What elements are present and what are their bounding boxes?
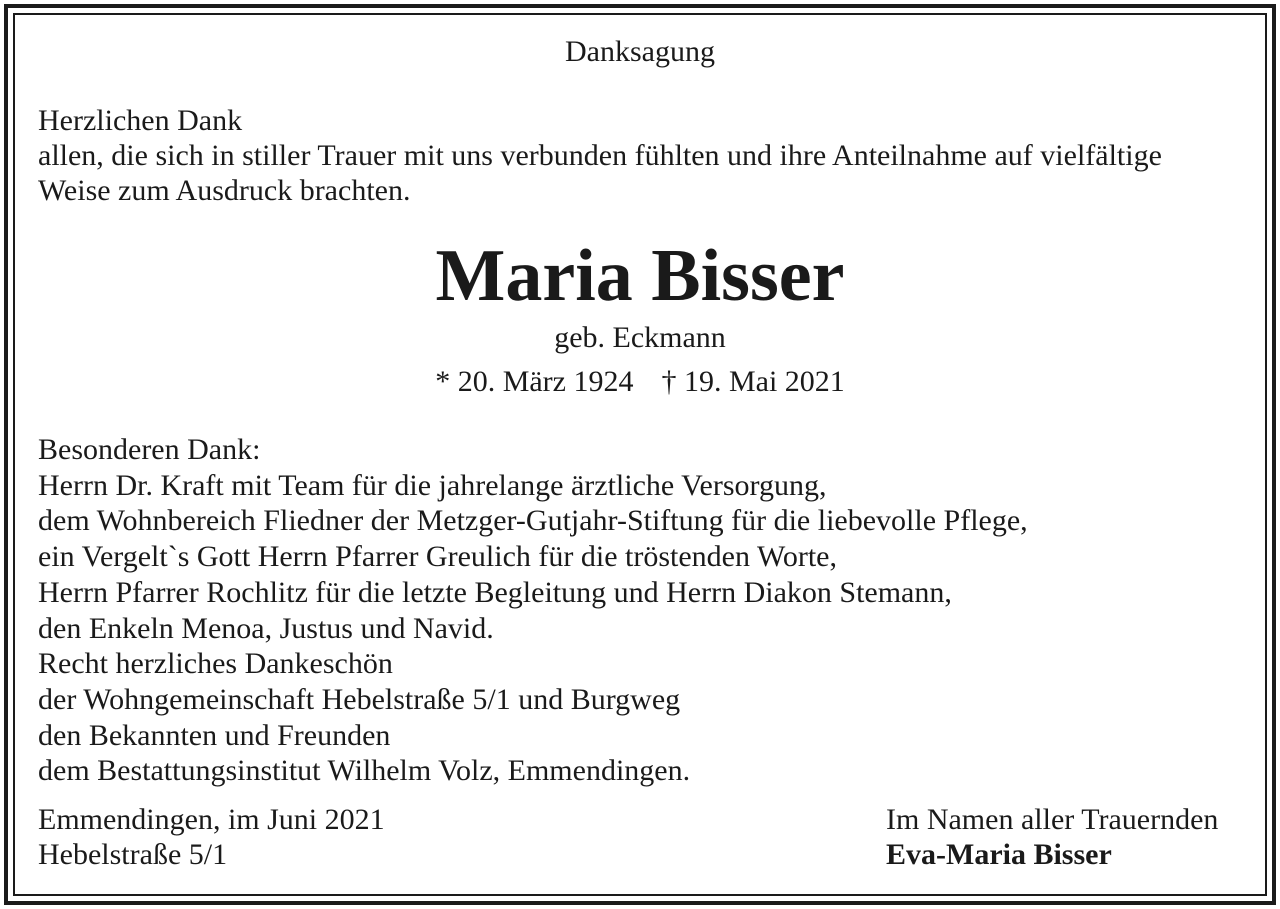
death-date: † 19. Mai 2021 — [661, 365, 845, 398]
thanks-line: Besonderen Dank: — [38, 433, 261, 466]
intro-line: allen, die sich in stiller Trauer mit uns verbunden fühlten und ihre Anteilnahme auf vielfältige — [38, 139, 1162, 172]
intro-text — [38, 103, 1162, 208]
address: Hebelstraße 5/1 — [38, 838, 228, 871]
special-thanks — [38, 432, 1028, 789]
deceased-name: Maria Bisser — [435, 235, 845, 317]
birth-date: * 20. März 1924 — [435, 365, 634, 398]
footer-signature — [886, 802, 1218, 872]
place-date: Emmendingen, im Juni 2021 — [38, 803, 385, 836]
on-behalf-text: Im Namen aller Trauernden — [886, 803, 1219, 836]
thanks-line: Herrn Pfarrer Rochlitz für die letzte Begleitung und Herrn Diakon Stemann, — [38, 575, 952, 609]
footer-place — [38, 802, 385, 872]
intro-line: Weise zum Ausdruck brachten. — [38, 174, 411, 207]
thanks-line: dem Wohnbereich Fliedner der Metzger-Gutjahr-Stiftung für die liebevolle Pflege, — [38, 504, 1028, 538]
thanks-line: den Bekannten und Freunden — [38, 718, 391, 752]
birth-name: geb. Eckmann — [554, 321, 726, 354]
signatory-name: Eva-Maria Bisser — [886, 838, 1112, 871]
life-dates — [0, 364, 1280, 400]
thanks-line: ein Vergelt`s Gott Herrn Pfarrer Greulich für die tröstenden Worte, — [38, 540, 837, 574]
intro-line: Herzlichen Dank — [38, 104, 243, 137]
thanks-line: Herrn Dr. Kraft mit Team für die jahrelange ärztliche Versorgung, — [38, 468, 827, 502]
thanks-line: den Enkeln Menoa, Justus und Navid. — [38, 611, 494, 645]
thanks-line: dem Bestattungsinstitut Wilhelm Volz, Emmendingen. — [38, 754, 691, 788]
thanks-line: Recht herzliches Dankeschön — [38, 647, 393, 681]
notice-heading: Danksagung — [565, 35, 715, 68]
thanks-line: der Wohngemeinschaft Hebelstraße 5/1 und Burgweg — [38, 682, 681, 716]
